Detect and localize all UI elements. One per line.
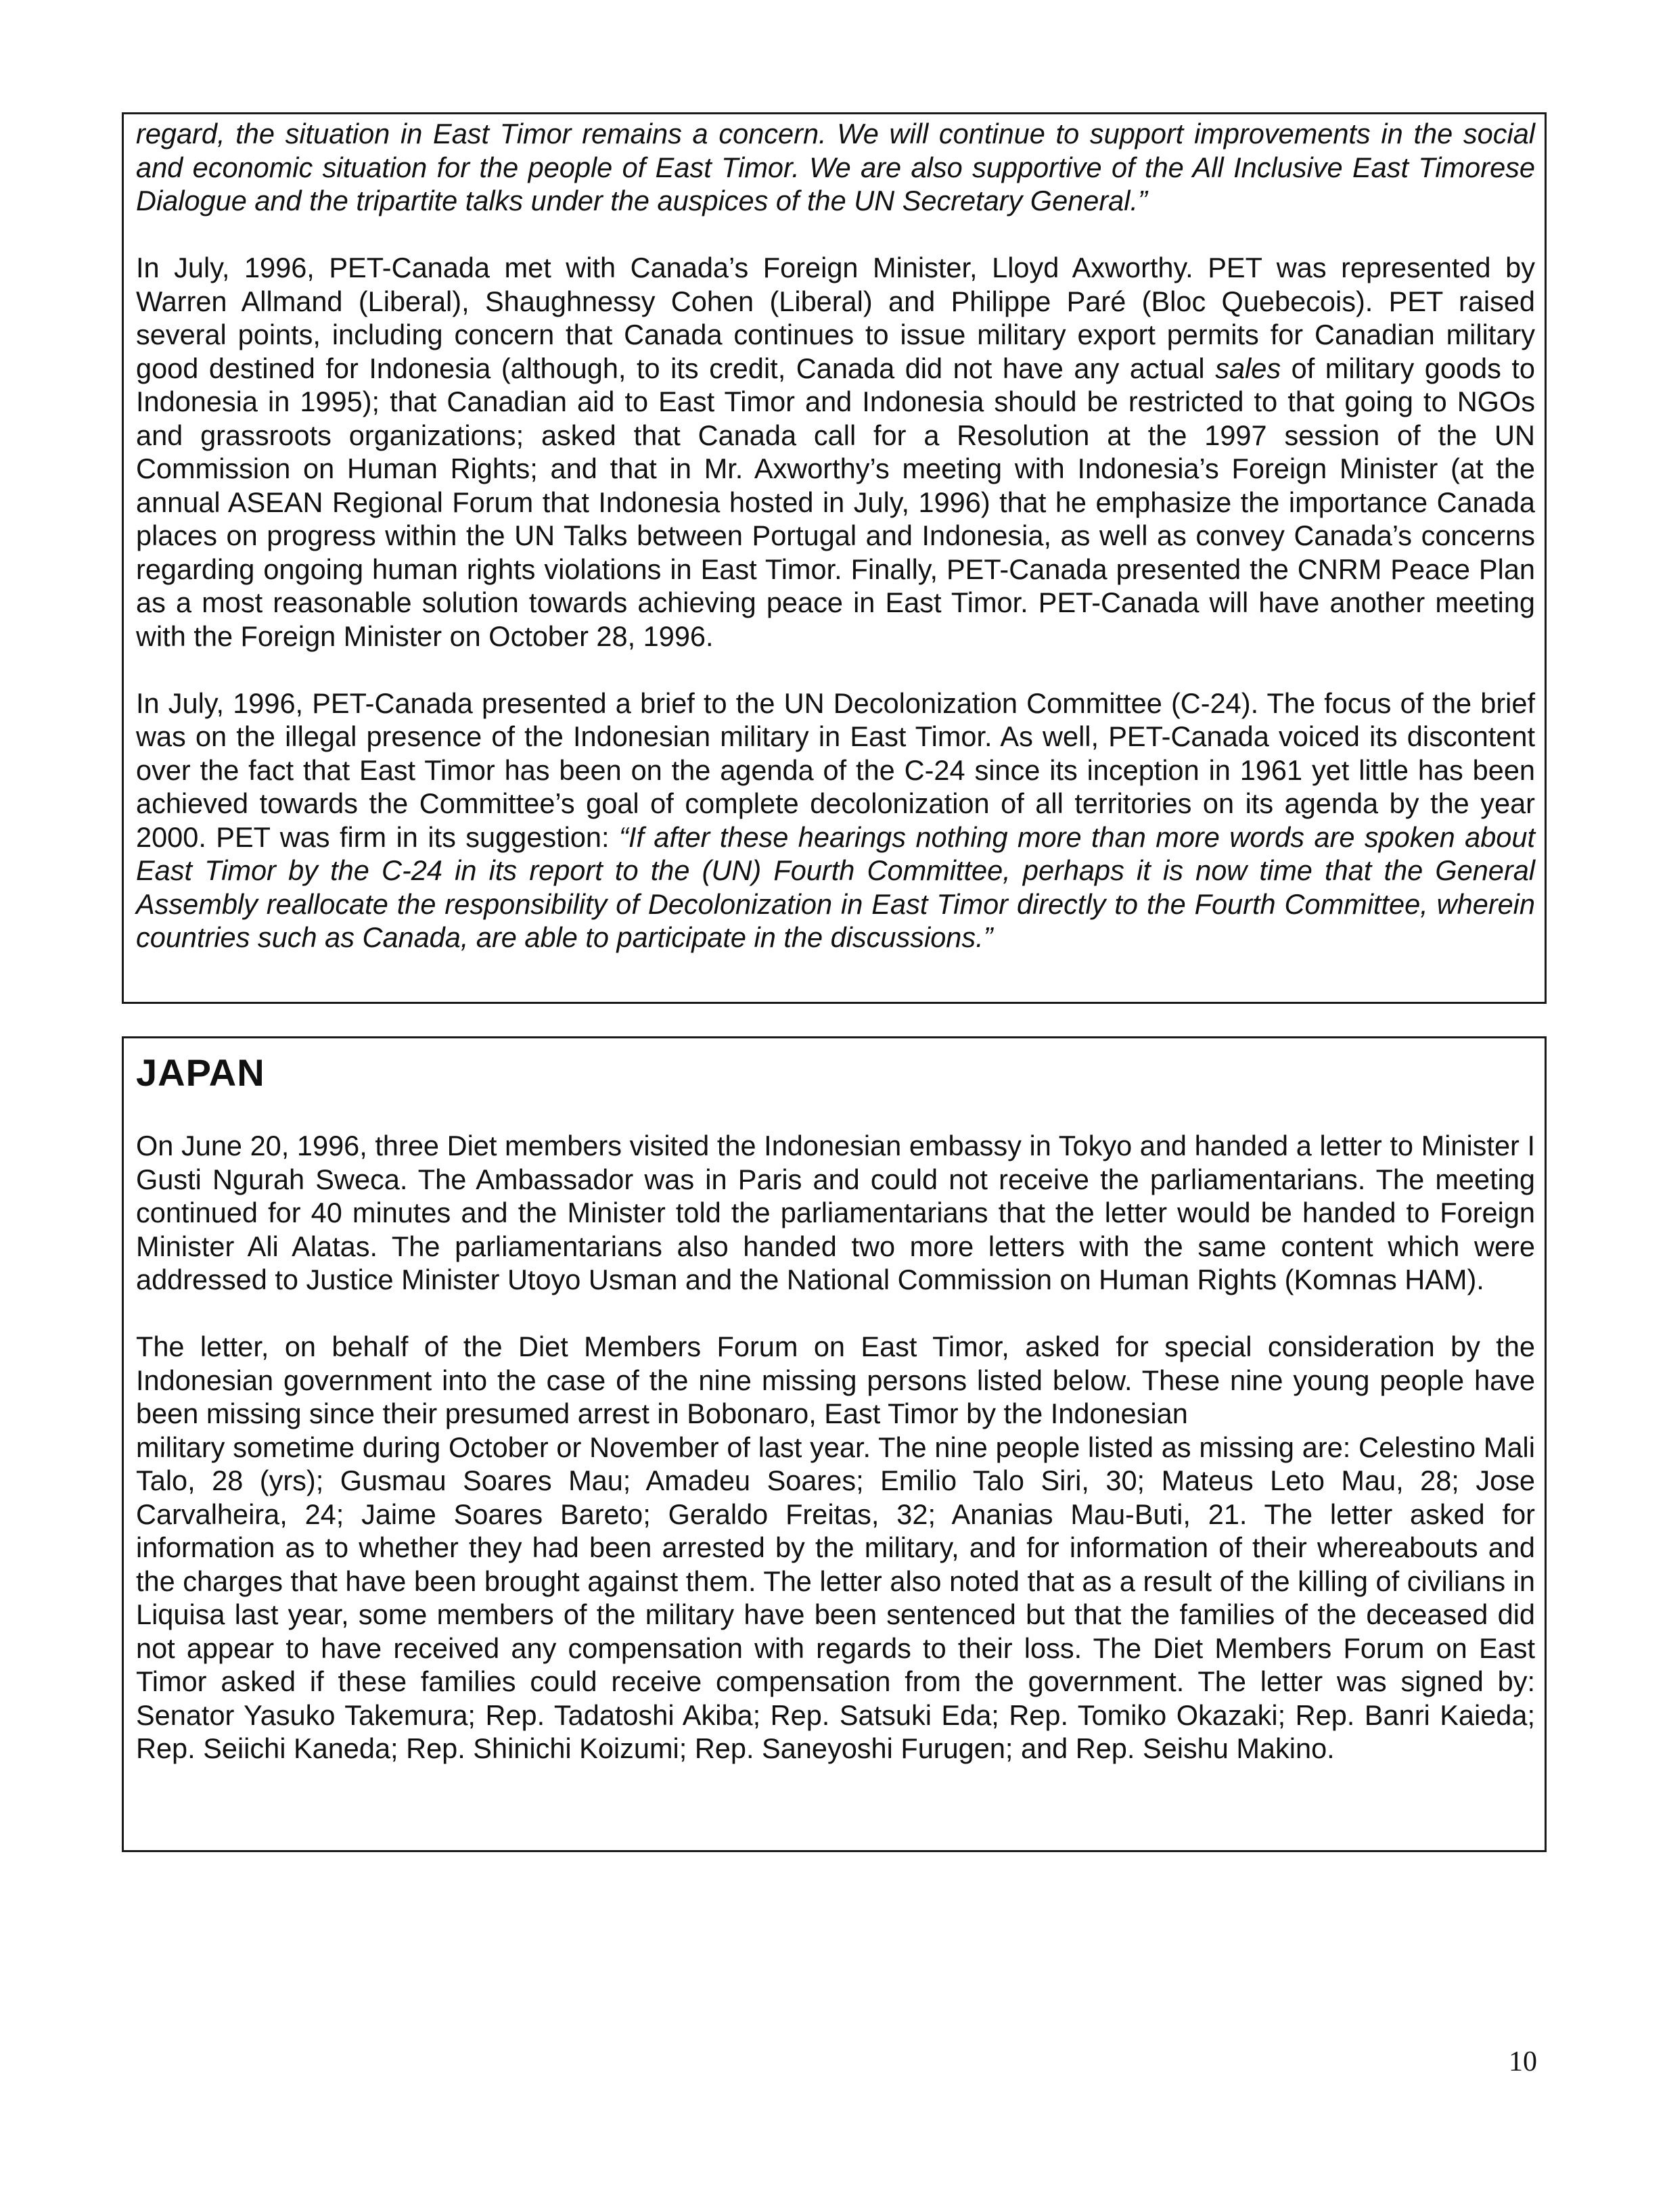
axworthy-quote-continued: regard, the situation in East Timor remains a concern. We will continue to support improvements in the social and economic situation for the people of East Timor. We are also supportive of the All Inclusive East Timorese Dialogue and the tripartite talks under the auspices of the UN Secretary General.” [136,118,1535,216]
axworthy-meeting-text-1: In July, 1996, PET-Canada met with Canada’s Foreign Minister, Lloyd Axworthy. PET was represented by Warren Allmand (Liberal), Shaughnessy Cohen (Liberal) and Philippe Paré (Bloc Quebecois). PET raised several points, including concern that Canada continues to issue military export permits for Canadian military good destined for Indonesia (although, to its credit, Canada did not have any actual [136,252,1535,384]
axworthy-meeting-text-2: of military goods to Indonesia in 1995); that Canadian aid to East Timor and Indonesia should be restricted to that going to NGOs and grassroots organizations; asked that Canada call for a Resolution at the 1997 session of the UN Commission on Human Rights; and that in Mr. Axworthy’s meeting with Indonesia’s Foreign Minister (at the annual ASEAN Regional Forum that Indonesia hosted in July, 1996) that he emphasize the importance Canada places on progress within the UN Talks between Portugal and Indonesia, as well as convey Canada’s concerns regarding ongoing human rights violations in East Timor. Finally, PET-Canada presented the CNRM Peace Plan as a most reasonable solution towards achieving peace in East Timor. PET-Canada will have another meeting with the Foreign Minister on October 28, 1996. [136,352,1535,652]
canada-section-box [122,112,1547,1004]
axworthy-meeting-paragraph [136,251,1535,653]
embassy-visit-paragraph: On June 20, 1996, three Diet members visited the Indonesian embassy in Tokyo and handed a letter to Minister I Gusti Ngurah Sweca. The Ambassador was in Paris and could not receive the parliamentarians. The meeting continued for 40 minutes and the Minister told the parliamentarians that the letter would be handed to Foreign Minister Ali Alatas. The parliamentarians also handed two more letters with the same content which were addressed to Justice Minister Utoyo Usman and the National Commission on Human Rights (Komnas HAM). [136,1130,1535,1295]
c24-brief-text: In July, 1996, PET-Canada presented a brief to the UN Decolonization Committee (C-24). The focus of the brief was on the illegal presence of the Indonesian military in East Timor. As well, PET-Canada voiced its discontent over the fact that East Timor has been on the agenda of the C-24 since its inception in 1961 yet little has been achieved towards the Committee’s goal of complete decolonization of all territories on its agenda by the year 2000. PET was firm in its suggestion: [136,687,1535,853]
diet-letter-text-2: military sometime during October or November of last year. The nine people listed as missing are: Celestino Mali Talo, 28 (yrs); Gusmau Soares Mau; Amadeu Soares; Emilio Talo Siri, 30; Mateus Leto Mau, 28; Jose Carvalheira, 24; Jaime Soares Bareto; Geraldo Freitas, 32; Ananias Mau-Buti, 21. The letter asked for information as to whether they had been arrested by the military, and for information of their whereabouts and the charges that have been brought against them. The letter also noted that as a result of the killing of civilians in Liquisa last year, some members of the military have been sentenced but that the families of the deceased did not appear to have received any compensation with regards to their loss. The Diet Members Forum on East Timor asked if these families could receive compensation from the government. The letter was signed by: Senator Yasuko Takemura; Rep. Tadatoshi Akiba; Rep. Satsuki Eda; Rep. Tomiko Okazaki; Rep. Banri Kaieda; Rep. Seiichi Kaneda; Rep. Shinichi Koizumi; Rep. Saneyoshi Furugen; and Rep. Seishu Makino. [136,1431,1535,1764]
diet-letter-paragraph [136,1330,1535,1766]
c24-brief-paragraph [136,687,1535,954]
page-number: 10 [1509,2046,1537,2077]
diet-letter-text-1: The letter, on behalf of the Diet Members Forum on East Timor, asked for special consideration by the Indonesian government into the case of the nine missing persons listed below. These nine young people have been missing since their presumed arrest in Bobonaro, East Timor by the Indonesian [136,1331,1535,1429]
japan-heading: JAPAN [136,1051,265,1094]
japan-section-box [122,1036,1547,1852]
sales-emphasis: sales [1215,352,1281,384]
c24-brief-quote: “If after these hearings nothing more than more words are spoken about East Timor by the C-24 in its report to the (UN) Fourth Committee, perhaps it is now time that the General Assembly reallocate the responsibility of Decolonization in East Timor directly to the Fourth Committee, wherein countries such as Canada, are able to participate in the discussions.” [136,821,1535,953]
